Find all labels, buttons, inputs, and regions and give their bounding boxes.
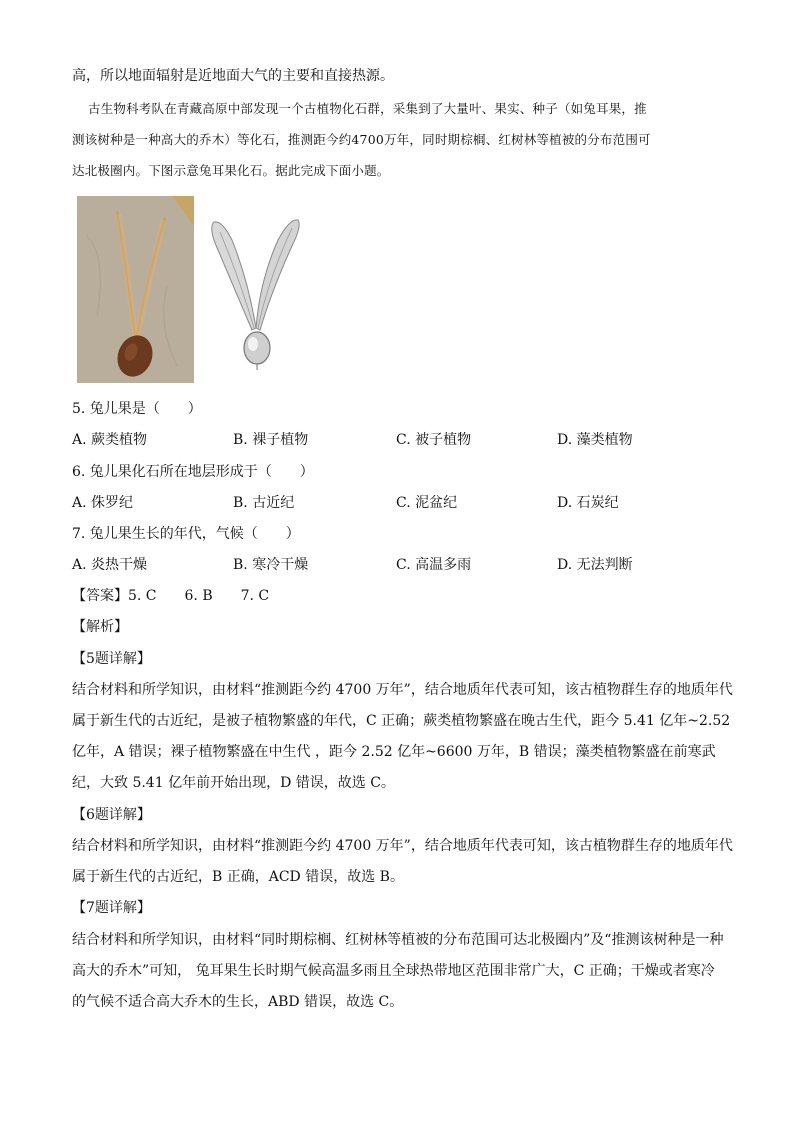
detail-7-line-1: 结合材料和所学知识，由材料“同时期棕榈、红树林等植被的分布范围可达北极圈内”及“推测该树种是一种 <box>72 932 724 948</box>
fossil-illustration <box>200 210 302 370</box>
question-6-option-c: C. 泥盆纪 <box>396 495 458 511</box>
detail-5-line-4: 纪，大致 5.41 亿年前开始出现，D 错误，故选 C。 <box>72 775 395 791</box>
question-7-stem: 7. 兔儿果生长的年代，气候（ ） <box>72 526 300 542</box>
fossil-photo-drawing <box>77 196 194 383</box>
detail-5-line-1: 结合材料和所学知识，由材料“推测距今约 4700 万年”，结合地质年代表可知，该古植物群生存的地质年代 <box>72 682 733 698</box>
detail-6-label: 【6题详解】 <box>72 807 151 823</box>
detail-7-line-2: 高大的乔木”可知， 兔耳果生长时期气候高温多雨且全球热带地区范围非常广大，C 正确；干燥或者寒冷 <box>72 963 715 979</box>
intro-line: 高，所以地面辐射是近地面大气的主要和直接热源。 <box>72 68 394 84</box>
detail-5-line-3: 亿年，A 错误；裸子植物繁盛在中生代 ，距今 2.52 亿年~6600 万年，B 错误；藻类植物繁盛在前寒武 <box>72 744 716 760</box>
analysis-label: 【解析】 <box>72 619 128 635</box>
question-5-stem: 5. 兔儿果是（ ） <box>72 401 202 417</box>
question-7-option-b: B. 寒冷干燥 <box>233 557 309 573</box>
question-6-stem: 6. 兔儿果化石所在地层形成于（ ） <box>72 464 314 480</box>
passage-line-1: 古生物科考队在青藏高原中部发现一个古植物化石群，采集到了大量叶、果实、种子（如兔耳果，推 <box>88 101 647 116</box>
passage-line-3: 达北极圈内。下图示意兔耳果化石。据此完成下面小题。 <box>72 163 390 178</box>
question-7-option-d: D. 无法判断 <box>557 557 633 573</box>
detail-7-line-3: 的气候不适合高大乔木的生长，ABD 错误，故选 C。 <box>72 994 404 1010</box>
question-6-option-a: A. 侏罗纪 <box>72 495 134 511</box>
detail-7-label: 【7题详解】 <box>72 900 151 916</box>
detail-5-label: 【5题详解】 <box>72 651 151 667</box>
answer-line <box>72 586 269 606</box>
question-7-option-a: A. 炎热干燥 <box>72 557 148 573</box>
fossil-illustration-drawing <box>200 210 302 370</box>
detail-6-line-2: 属于新生代的古近纪，B 正确，ACD 错误，故选 B。 <box>72 869 404 885</box>
detail-6-line-1: 结合材料和所学知识，由材料“推测距今约 4700 万年”，结合地质年代表可知，该古植物群生存的地质年代 <box>72 838 733 854</box>
question-5-option-c: C. 被子植物 <box>396 432 472 448</box>
detail-5-line-2: 属于新生代的古近纪，是被子植物繁盛的年代，C 正确；蕨类植物繁盛在晚古生代，距今 5.41 亿年~2.52 <box>72 713 731 729</box>
question-6-option-b: B. 古近纪 <box>233 495 295 511</box>
answer-label: 【答案】 <box>72 588 128 604</box>
question-5-option-d: D. 藻类植物 <box>557 432 633 448</box>
fossil-photo <box>77 196 194 383</box>
answer-text: 5. C 6. B 7. C <box>128 588 270 604</box>
passage-line-2: 测该树种是一种高大的乔木）等化石，推测距今约4700万年，同时期棕榈、红树林等植被的分布范围可 <box>72 132 651 147</box>
question-5-option-b: B. 裸子植物 <box>233 432 309 448</box>
question-6-option-d: D. 石炭纪 <box>557 495 619 511</box>
question-5-option-a: A. 蕨类植物 <box>72 432 148 448</box>
question-7-option-c: C. 高温多雨 <box>396 557 472 573</box>
